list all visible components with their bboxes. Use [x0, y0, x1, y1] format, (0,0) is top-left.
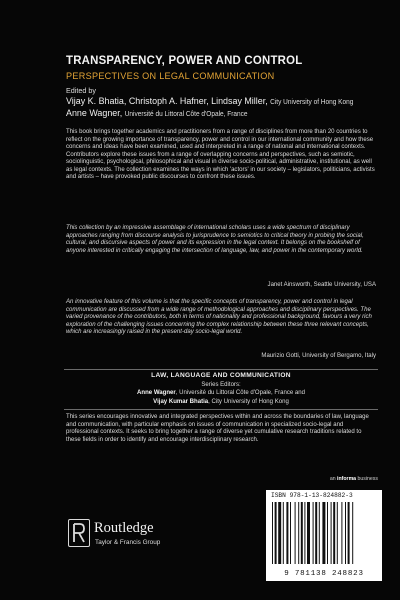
editor-affiliation: Université du Littoral Côte d'Opale, France — [124, 111, 248, 118]
isbn-label: ISBN 978-1-13-824882-3 — [271, 492, 353, 499]
informa-prefix: an — [329, 476, 338, 482]
routledge-r-icon — [69, 520, 89, 546]
series-editor-affiliation: , Université du Littoral Côte d'Opale, France and — [175, 390, 305, 396]
series-description: This series encourages innovative and integrated perspectives within and across the boundaries of law, language and communication, with particular emphasis on issues of communication in specialized socio-legal and professional contexts. It seeks to bring together a range of diverse yet cumulative research traditions related to these fields in order to identify and encourage interdisciplinary research. — [66, 414, 369, 443]
edited-by-label: Edited by — [66, 86, 96, 95]
review-text: An innovative feature of this volume is that the specific concepts of transparency, power and control in legal communication are discussed from a wide range of methodological approaches and disciplinary perspectives. The varied provenance of the contributors, both in terms of nationality and professional background, favours a very rich exploration of the challenging issues concerning the complex relationship between these three relevant concepts, which are increasingly raised in the present-day socio-legal world. — [66, 299, 372, 335]
book-subtitle: PERSPECTIVES ON LEGAL COMMUNICATION — [66, 71, 275, 82]
book-description: This book brings together academics and practitioners from a range of disciplines from more than 20 countries to reflect on the growing importance of transparency, power and control in our international community and how these concerns and ideas have been examined, used and interpreted in a range of national and international contexts. Contributors explore these issues from a range of overlapping concerns and perspectives, such as semiotic, sociolinguistic, psychological, philosophical and visual in diverse socio-political, administrative, institutional, as well as legal contexts. The collection examines the ways in which 'actors' in our society – legislators, politicians, activists and artists – have provoked public discourses to confront these issues. — [66, 129, 375, 180]
series-info — [64, 369, 378, 410]
isbn-barcode — [266, 490, 382, 581]
series-editor-name: Vijay Kumar Bhatia — [153, 399, 209, 405]
editor-affiliation: City University of Hong Kong — [270, 99, 354, 106]
informa-suffix: business — [356, 476, 378, 482]
editors-line-1 — [66, 96, 364, 108]
series-editor-name: Anne Wagner — [137, 390, 176, 396]
editor-name: Anne Wagner, — [66, 108, 123, 119]
review-text: This collection by an impressive assemblage of international scholars uses a wide spectrum of disciplinary approaches ranging from discourse analysis to jurisprudence to semiotics to critical theory in probing the social, cultural, and discursive aspects of power and its expression in the legal context. It belongs on the bookshelf of anyone interested in critically engaging the intersection of language, law, and power in the contemporary world. — [66, 225, 364, 254]
series-editor — [64, 390, 378, 396]
series-editor — [64, 399, 378, 405]
editor-names: Vijay K. Bhatia, Christoph A. Hafner, Lindsay Miller, — [66, 96, 268, 107]
series-editor-affiliation: , City University of Hong Kong — [208, 399, 289, 405]
routledge-logo-icon — [68, 519, 90, 547]
informa-business-label — [330, 476, 378, 482]
review-attribution: Janet Ainsworth, Seattle University, USA — [267, 282, 376, 288]
review-attribution: Maurizio Gotti, University of Bergamo, Italy — [261, 353, 376, 359]
series-title: LAW, LANGUAGE AND COMMUNICATION — [151, 372, 291, 379]
barcode-number: 9 781138 248823 — [284, 570, 364, 578]
publisher-group: Taylor & Francis Group — [95, 539, 161, 546]
informa-brand: informa — [337, 476, 357, 482]
barcode-icon — [272, 502, 376, 564]
series-editors-label: Series Editors: — [201, 382, 241, 388]
book-editors — [66, 96, 364, 120]
editors-line-2 — [66, 108, 364, 120]
book-title: TRANSPARENCY, POWER AND CONTROL — [66, 53, 303, 67]
publisher-name: Routledge — [94, 520, 154, 536]
